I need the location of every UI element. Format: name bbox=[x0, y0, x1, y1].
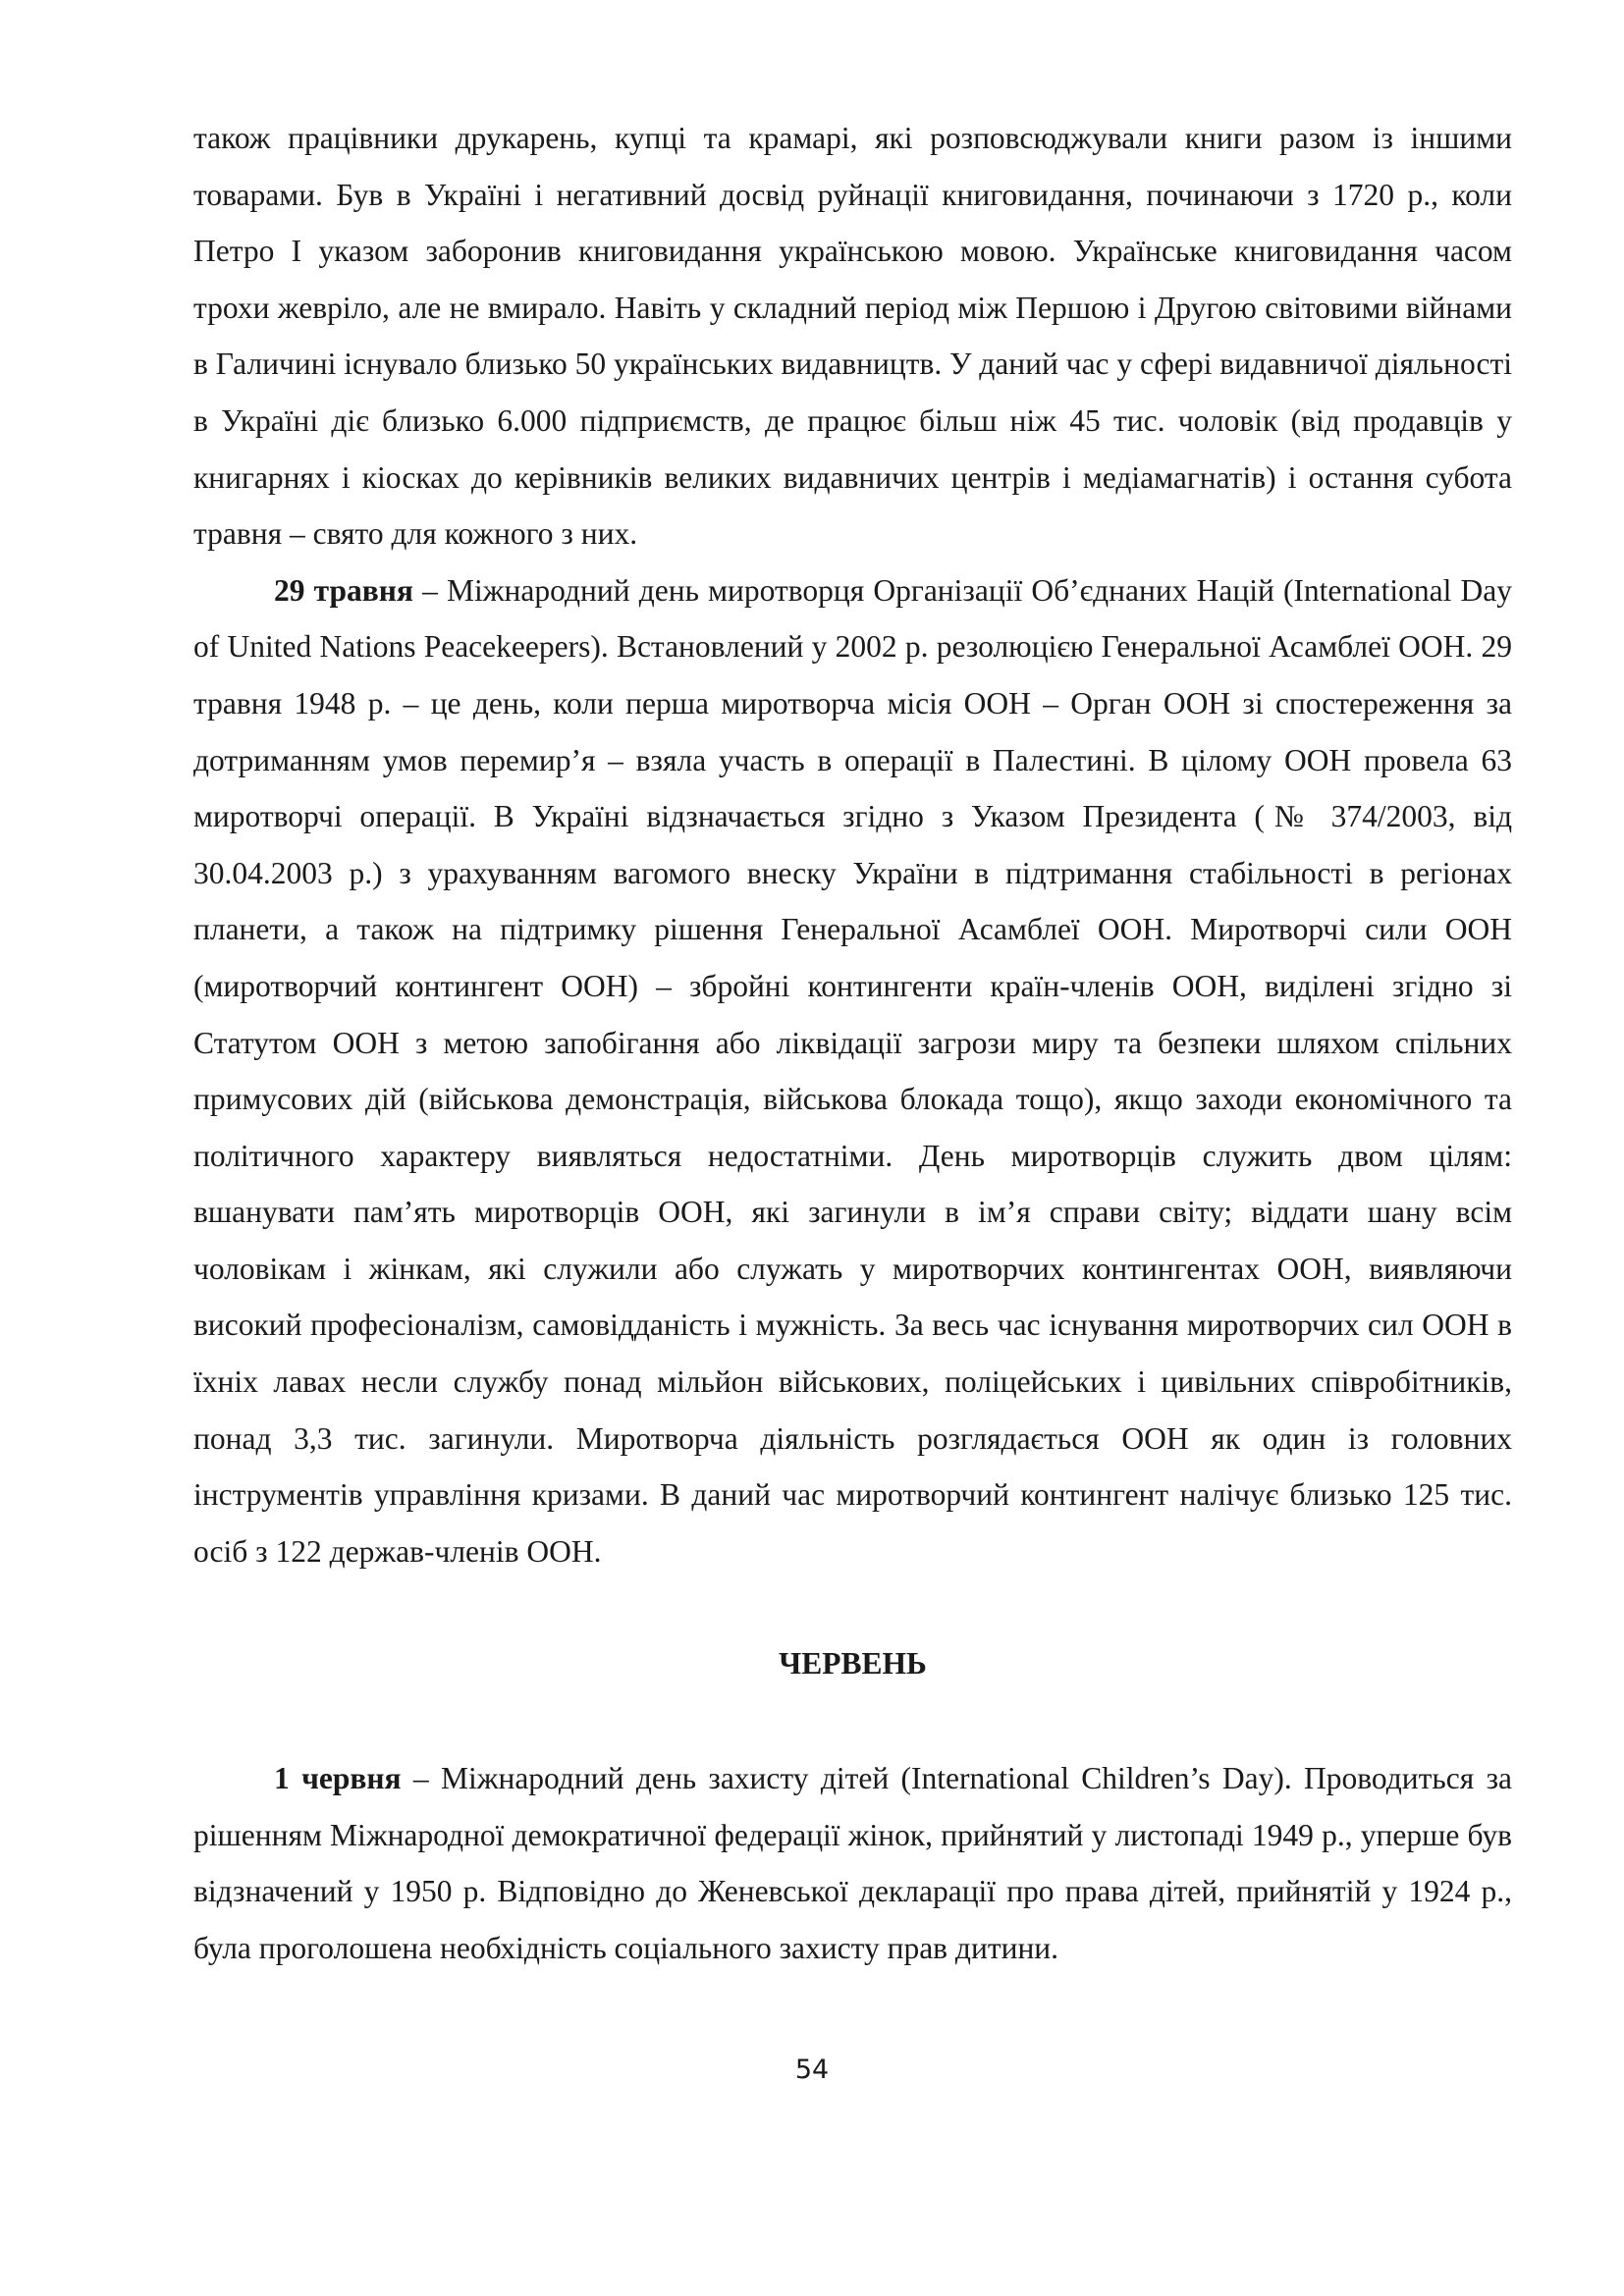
date-label: 29 травня bbox=[274, 572, 413, 608]
paragraph-peacekeepers-day bbox=[193, 562, 1512, 1580]
date-label: 1 червня bbox=[274, 1761, 402, 1796]
section-heading-june: ЧЕРВЕНЬ bbox=[779, 1646, 927, 1682]
paragraph-text: також працівники друкарень, купці та крамарі, які розповсюджували книги разом із іншими товарами. Був в Україні і негативний досвід руйнації книговидання, починаючи з 1720 р., коли Петро І указом заборонив книговидання українською мовою. Українське книговидання часом трохи жевріло, але не вмирало. Навіть у складний період між Першою і Другою світовими війнами в Галичині існувало близько 50 українських видавництв. У даний час у сфері видавничої діяльності в Україні діє близько 6.000 підприємств, де працює більш ніж 45 тис. чоловік (від продавців у книгарнях і кіосках до керівників великих видавничих центрів і медіамагнатів) і остання субота травня – свято для кожного з них. bbox=[193, 121, 1512, 552]
paragraph-text: – Міжнародний день миротворця Організації Об’єднаних Націй (International Day of United Nations Peacekeepers). Встановлений у 2002 р. резолюцією Генеральної Асамблеї ООН. 29 травня 1948 р. – це день, коли перша миротворча місія ООН – Орган ООН зі спостереження за дотриманням умов перемир’я – взяла участь в операції в Палестині. В цілому ООН провела 63 миротворчі операції. В Україні відзначається згідно з Указом Президента (№ 374/2003, від 30.04.2003 р.) з урахуванням вагомого внеску України в підтримання стабільності в регіонах планети, а також на підтримку рішення Генеральної Асамблеї ООН. Миротворчі сили ООН (миротворчий контингент ООН) – збройні контингенти країн-членів ООН, виділені згідно зі Статутом ООН з метою запобігання або ліквідації загрози миру та безпеки шляхом спільних примусових дій (військова демонстрація, військова блокада тощо), якщо заходи економічного та політичного характеру виявляться недостатніми. День миротворців служить двом цілям: вшанувати пам’ять миротворців ООН, які загинули в ім’я справи світу; віддати шану всім чоловікам і жінкам, які служили або служать у миротворчих контингентах ООН, виявляючи високий професіоналізм, самовідданість і мужність. За весь час існування миротворчих сил ООН в їхніх лавах несли службу понад мільйон військових, поліцейських і цивільних співробітників, понад 3,3 тис. загинули. Миротворча діяльність розглядається ООН як один із головних інструментів управління кризами. В даний час миротворчий контингент налічує близько 125 тис. осіб з 122 держав-членів ООН. bbox=[193, 572, 1512, 1569]
paragraph-children-day bbox=[193, 1750, 1512, 1976]
paragraph-booksellers-day-continuation bbox=[193, 110, 1512, 562]
page-number: 54 bbox=[794, 2055, 830, 2085]
paragraph-text: – Міжнародний день захисту дітей (International Children’s Day). Проводиться за рішенням Міжнародної демократичної федерації жінок, прийнятий у листопаді 1949 р., уперше був відзначений у 1950 р. Відповідно до Женевської декларації про права дітей, прийнятій у 1924 р., була проголошена необхідність соціального захисту прав дитини. bbox=[193, 1761, 1512, 1965]
page-content bbox=[193, 110, 1512, 1976]
